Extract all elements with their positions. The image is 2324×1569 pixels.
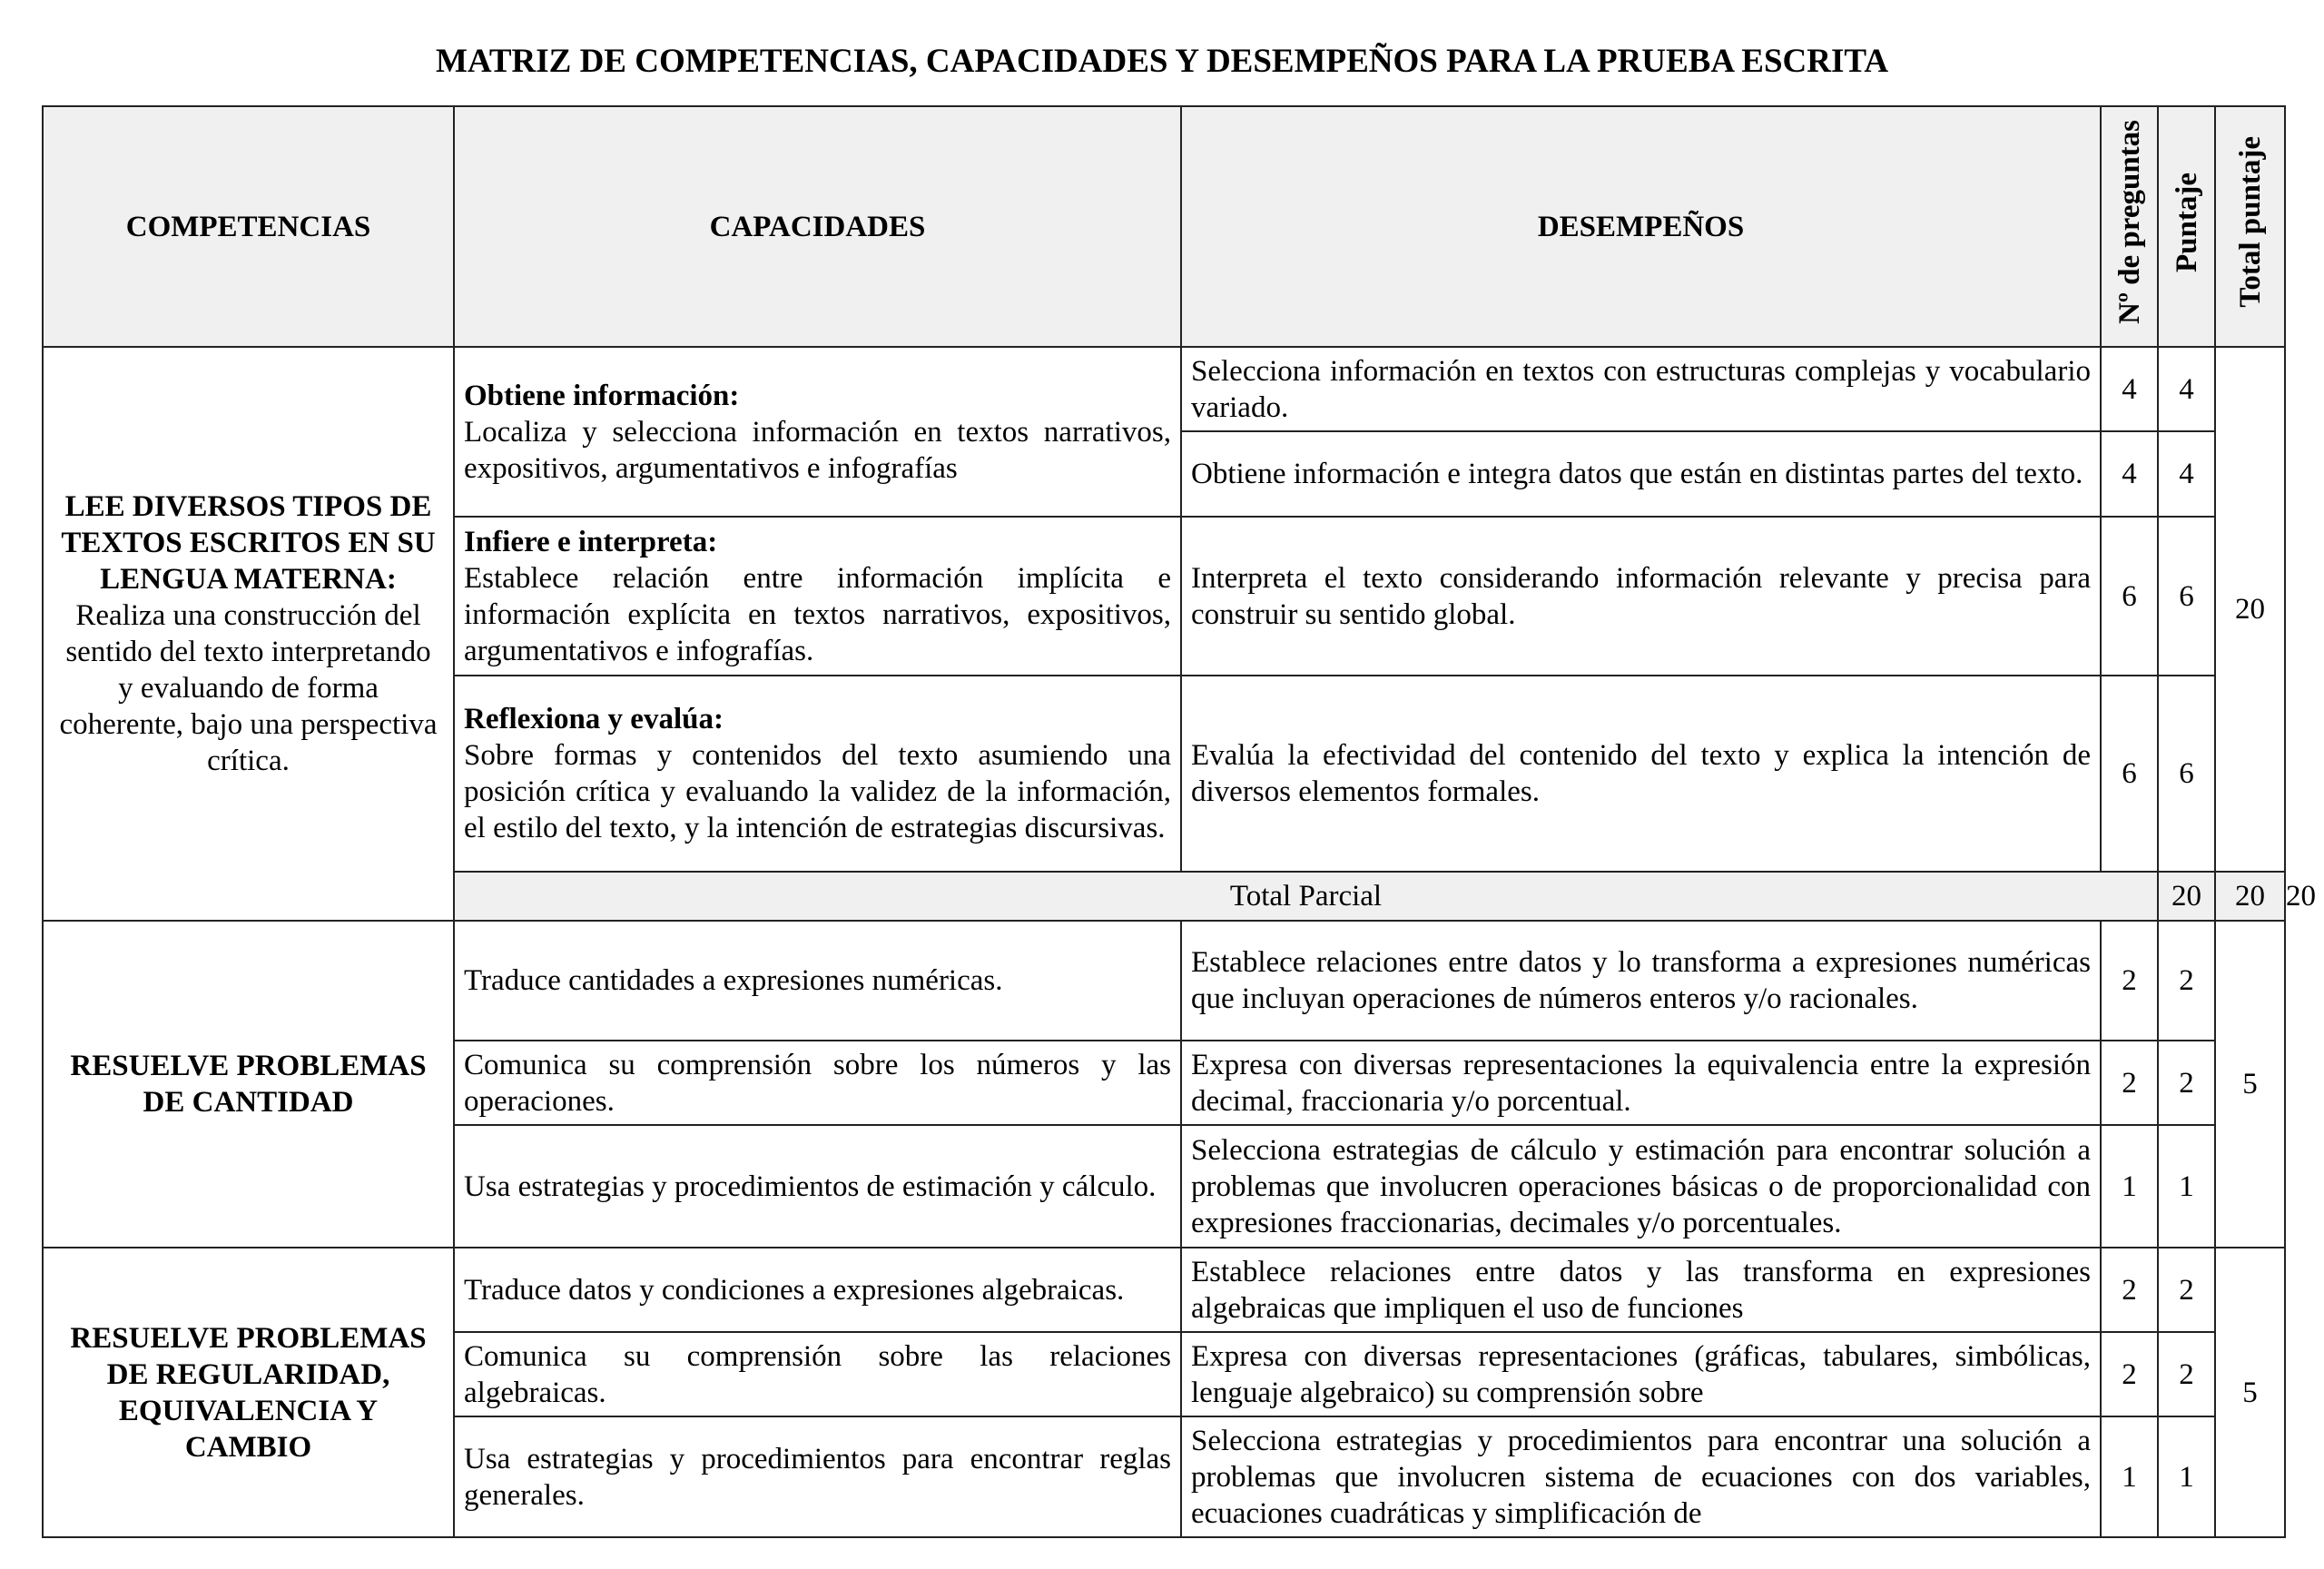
capacidad-title: Obtiene información: [464,379,740,412]
total-puntaje-cell: 5 [2215,1248,2285,1537]
header-n-preguntas: Nº de preguntas [2101,106,2158,347]
puntaje-cell: 4 [2158,347,2215,431]
puntaje-cell: 6 [2158,517,2215,676]
capacidad-title: Reflexiona y evalúa: [464,703,724,735]
preguntas-cell: 6 [2101,517,2158,676]
competencia-title: RESUELVE PROBLEMAS DE CANTIDAD [70,1050,427,1119]
preguntas-cell: 2 [2101,1332,2158,1416]
desempeno-cell: Obtiene información e integra datos que están en distintas partes del texto. [1181,431,2101,517]
puntaje-cell: 2 [2158,921,2215,1041]
competencia-title: LEE DIVERSOS TIPOS DE TEXTOS ESCRITOS EN SU LENGUA MATERNA: [61,490,436,596]
table-row [43,921,2285,1041]
preguntas-cell: 4 [2101,347,2158,431]
header-total-puntaje: Total puntaje [2215,106,2285,347]
header-desempenos: DESEMPEÑOS [1181,106,2101,347]
puntaje-cell: 2 [2158,1041,2215,1125]
header-competencias: COMPETENCIAS [43,106,454,347]
competencia-title: RESUELVE PROBLEMAS DE REGULARIDAD, EQUIVALENCIA Y CAMBIO [70,1321,427,1464]
preguntas-cell: 6 [2101,676,2158,872]
desempeno-cell: Establece relaciones entre datos y lo transforma a expresiones numéricas que incluyan operaciones de números enteros y/o racionales. [1181,921,2101,1041]
total-parcial-row: Total Parcial 20 20 20 [43,872,2285,921]
total-parcial-preguntas: 20 [2158,872,2215,921]
table-row [43,347,2285,431]
desempeno-cell: Establece relaciones entre datos y las transforma en expresiones algebraicas que impliquen el uso de funciones [1181,1248,2101,1332]
header-capacidades: CAPACIDADES [454,106,1181,347]
capacidad-text: Sobre formas y contenidos del texto asumiendo una posición crítica y evaluando la validez de la información, el estilo del texto, y la intención de estrategias discursivas. [464,739,1171,844]
competency-matrix-table [42,105,2316,1538]
capacidad-cell: Usa estrategias y procedimientos para encontrar reglas generales. [454,1416,1181,1537]
preguntas-cell: 2 [2101,1041,2158,1125]
capacidad-cell: Usa estrategias y procedimientos de estimación y cálculo. [454,1125,1181,1248]
capacidad-cell: Traduce datos y condiciones a expresiones algebraicas. [454,1248,1181,1332]
total-puntaje-cell: 5 [2215,921,2285,1248]
capacidad-cell: Comunica su comprensión sobre las relaciones algebraicas. [454,1332,1181,1416]
capacidad-title: Infiere e interpreta: [464,525,718,558]
competencia-description: Realiza una construcción del sentido del texto interpretando y evaluando de forma coherente, bajo una perspectiva crítica. [59,599,438,777]
document-title: MATRIZ DE COMPETENCIAS, CAPACIDADES Y DESEMPEÑOS PARA LA PRUEBA ESCRITA [435,43,1889,80]
capacidad-text: Establece relación entre información implícita e información explícita en textos narrativos, expositivos, argumentativos e infografías. [464,561,1171,667]
preguntas-cell: 1 [2101,1125,2158,1248]
capacidad-text: Localiza y selecciona información en textos narrativos, expositivos, argumentativos e infografías [464,415,1171,485]
capacidad-cell: Traduce cantidades a expresiones numéricas. [454,921,1181,1041]
competencia-cell [43,347,454,921]
preguntas-cell: 2 [2101,1248,2158,1332]
puntaje-cell: 2 [2158,1248,2215,1332]
total-parcial-puntaje: 20 [2215,872,2285,921]
puntaje-cell: 1 [2158,1125,2215,1248]
table-row [43,1248,2285,1332]
capacidad-cell [454,676,1181,872]
preguntas-cell: 2 [2101,921,2158,1041]
puntaje-cell: 1 [2158,1416,2215,1537]
header-puntaje: Puntaje [2158,106,2215,347]
puntaje-cell: 6 [2158,676,2215,872]
desempeno-cell: Expresa con diversas representaciones la equivalencia entre la expresión decimal, fraccionaria y/o porcentual. [1181,1041,2101,1125]
desempeno-cell: Selecciona estrategias y procedimientos para encontrar una solución a problemas que involucren sistema de ecuaciones con dos variables, ecuaciones cuadráticas y simplificación de [1181,1416,2101,1537]
desempeno-cell: Selecciona información en textos con estructuras complejas y vocabulario variado. [1181,347,2101,431]
competencia-cell [43,921,454,1248]
capacidad-cell: Comunica su comprensión sobre los números y las operaciones. [454,1041,1181,1125]
capacidad-cell [454,347,1181,517]
preguntas-cell: 4 [2101,431,2158,517]
desempeno-cell: Expresa con diversas representaciones (gráficas, tabulares, simbólicas, lenguaje algebraico) su comprensión sobre [1181,1332,2101,1416]
preguntas-cell: 1 [2101,1416,2158,1537]
competencia-cell [43,1248,454,1537]
header-row [43,106,2285,347]
puntaje-cell: 4 [2158,431,2215,517]
total-puntaje-cell: 20 [2215,347,2285,872]
desempeno-cell: Evalúa la efectividad del contenido del texto y explica la intención de diversos elementos formales. [1181,676,2101,872]
puntaje-cell: 2 [2158,1332,2215,1416]
desempeno-cell: Selecciona estrategias de cálculo y estimación para encontrar solución a problemas que involucren operaciones básicas o de proporcionalidad con expresiones fraccionarias, decimales y/o porcentuales. [1181,1125,2101,1248]
capacidad-cell [454,517,1181,676]
total-parcial-label: Total Parcial [454,872,2158,921]
desempeno-cell: Interpreta el texto considerando información relevante y precisa para construir su sentido global. [1181,517,2101,676]
